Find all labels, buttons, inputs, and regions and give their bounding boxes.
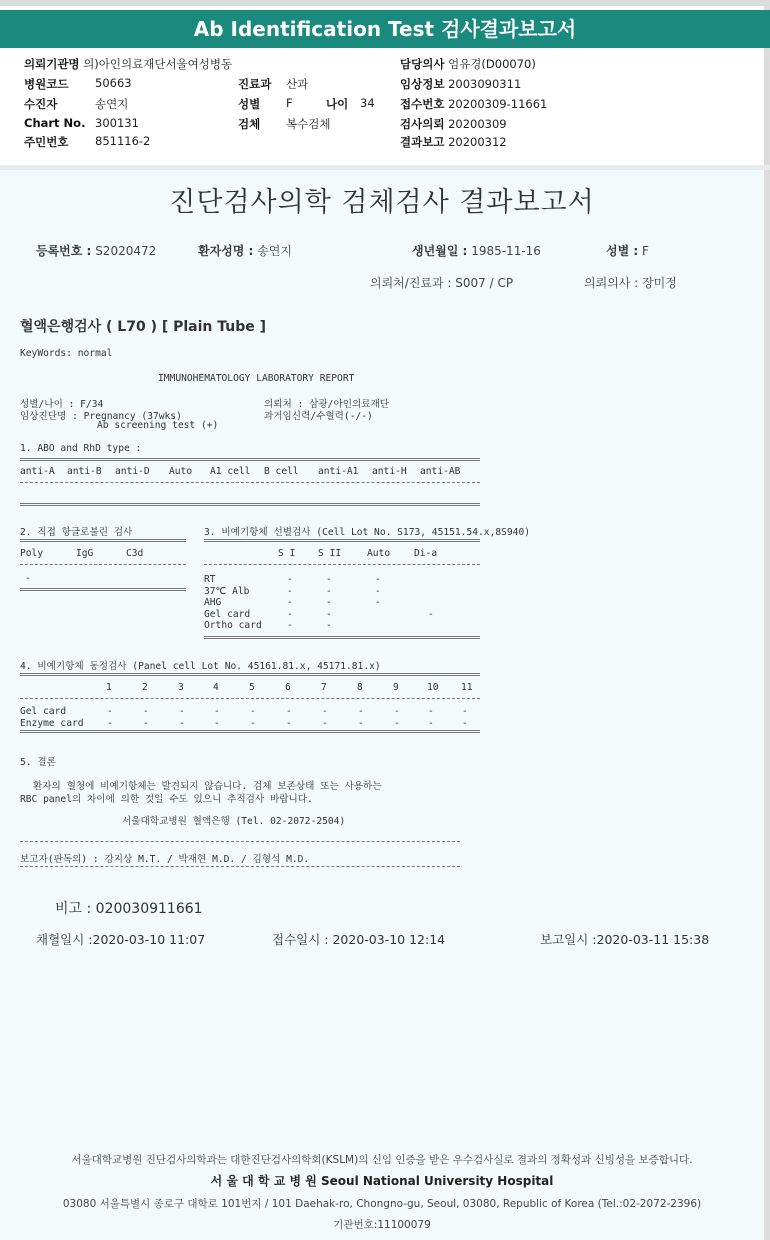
patient-name-value: 송연지 — [257, 244, 292, 258]
remark-label: 비고 : — [55, 901, 92, 917]
sex-label: 성별 — [238, 97, 261, 111]
keywords: KeyWords: normal — [20, 348, 113, 359]
s3-cell: - — [326, 608, 332, 620]
s3-cell: - — [428, 608, 434, 620]
s2-title: 2. 직접 항글로불린 검사 — [20, 527, 133, 538]
refdoc-label: 의뢰의사 : — [584, 276, 639, 290]
s4-cell: - — [143, 706, 149, 717]
dept-label: 진료과 — [238, 77, 272, 91]
s2-value: - — [25, 573, 31, 584]
s3-cell: - — [287, 597, 293, 609]
sheet-title: 진단검사의학 검체검사 결과보고서 — [169, 187, 595, 218]
doctor-label: 담당의사 — [400, 57, 445, 71]
collect-value: 2020-03-10 11:07 — [92, 932, 206, 947]
s4-cell: - — [462, 717, 468, 729]
s3-title: 3. 비예기항체 선별검사 (Cell Lot No. S173, 45151.54.x,8S940) — [204, 527, 530, 538]
s3-col-header: S I — [278, 548, 296, 559]
request-label: 검사의뢰 — [400, 117, 445, 131]
s3-cell: - — [287, 585, 293, 597]
history-line: 과거임신력/수혈력(-/-) — [264, 411, 373, 422]
diagnosis-line: 임상진단명 : Pregnancy (37wks) — [20, 411, 182, 422]
s4-col-header: 6 — [285, 682, 291, 693]
s4-cell: - — [286, 706, 292, 717]
request-value: 20200309 — [448, 117, 507, 131]
s3-cell: - — [326, 597, 332, 609]
s1-col-header: anti-A1 — [318, 466, 359, 477]
s1-col-header: anti-D — [115, 466, 150, 477]
s4-cell: - — [394, 706, 400, 717]
s4-cell: - — [214, 706, 220, 717]
s4-col-header: 8 — [357, 682, 363, 693]
s3-row-label: RT — [204, 574, 216, 585]
s3-row-label: Ortho card — [204, 620, 262, 632]
s4-col-header: 4 — [213, 682, 219, 693]
s4-col-header: 9 — [393, 682, 399, 693]
s3-col-header: S II — [318, 548, 342, 559]
reportdate-value: 2020-03-11 15:38 — [596, 932, 710, 947]
hosp-code-value: 50663 — [95, 76, 132, 90]
s4-col-header: 11 — [461, 682, 473, 693]
report-title: Ab Identification Test 검사결과보고서 — [193, 17, 577, 41]
s3-row-label: AHG — [204, 597, 222, 609]
recipient-label: 수진자 — [24, 97, 58, 111]
s1-col-header: Auto — [169, 466, 193, 477]
s4-cell: - — [462, 706, 468, 717]
recipient-value: 송연지 — [95, 97, 129, 111]
remark-value: 020030911661 — [95, 901, 203, 917]
cert-text: 서울대학교병원 진단검사의학과는 대한진단검사의학회(KSLM)의 신임 인증을 받은 우수검사실로 결과의 정확성과 신빙성을 보증합니다. — [71, 1154, 693, 1166]
s3-cell: - — [326, 620, 332, 632]
doctor-value: 엄유경(D00070) — [448, 57, 536, 71]
dob-value: 1985-11-16 — [471, 244, 541, 258]
s3-row-label: 37℃ Alb — [204, 585, 250, 597]
refdoc-value: 장미정 — [642, 276, 677, 290]
s1-col-header: anti-B — [67, 466, 102, 477]
s1-title: 1. ABO and RhD type : — [20, 443, 142, 454]
lab-report-title: IMMUNOHEMATOLOGY LABORATORY REPORT — [158, 373, 355, 384]
s4-cell: - — [107, 717, 113, 729]
diagnosis-line-2: Ab screening test (+) — [97, 420, 219, 431]
id-label: 주민번호 — [24, 135, 69, 149]
s4-cell: - — [107, 706, 113, 717]
s4-cell: - — [322, 717, 328, 729]
org-label: 의뢰기관명 — [24, 57, 80, 71]
s4-cell: - — [179, 717, 185, 729]
reg-value: S2020472 — [95, 244, 157, 258]
s3-col-header: Auto — [367, 548, 391, 559]
chart-value: 300131 — [95, 116, 139, 130]
s3-cell: - — [287, 574, 293, 585]
sheet-sex-value: F — [642, 244, 649, 258]
reg-label: 등록번호 : — [36, 244, 92, 258]
s4-cell: - — [428, 706, 434, 717]
specimen-label: 검체 — [238, 117, 261, 131]
reportdate-label: 보고일시 : — [540, 932, 597, 947]
s1-col-header: B cell — [264, 466, 299, 477]
s4-cell: - — [394, 717, 400, 729]
s2-col-header: C3d — [126, 548, 144, 559]
age-value: 34 — [360, 96, 375, 110]
s3-col-header: Di-a — [414, 548, 438, 559]
report-date-label: 결과보고 — [400, 135, 445, 149]
s4-row-label: Gel card — [20, 706, 67, 717]
id-value: 851116-2 — [95, 134, 151, 148]
s1-col-header: anti-H — [372, 466, 407, 477]
age-label: 나이 — [326, 97, 349, 111]
s3-cell: - — [375, 574, 381, 585]
report-date-value: 20200312 — [448, 135, 507, 149]
sex-value: F — [286, 96, 293, 110]
s2-col-header: Poly — [20, 548, 44, 559]
blood-bank-line: 서울대학교병원 혈액은행 (Tel. 02-2072-2504) — [122, 816, 346, 827]
refer-line: 의뢰처 : 삼광/아인의료재단 — [264, 399, 390, 410]
s3-cell: - — [287, 620, 293, 632]
s4-cell: - — [143, 717, 149, 729]
hosp-code-label: 병원코드 — [24, 77, 69, 91]
s1-col-header: A1 cell — [210, 466, 251, 477]
right-border — [764, 0, 770, 1240]
clinical-label: 임상정보 — [400, 77, 445, 91]
s4-cell: - — [358, 706, 364, 717]
reporter-line: 보고자(판독의) : 강지상 M.T. / 박재현 M.D. / 김형석 M.D. — [20, 854, 310, 865]
patient-name-label: 환자성명 : — [198, 244, 254, 258]
specimen-value: 복수검체 — [286, 117, 331, 131]
s3-cell: - — [375, 597, 381, 609]
chart-label: Chart No. — [24, 116, 86, 130]
sexage-line: 성별/나이 : F/34 — [20, 399, 104, 410]
s4-cell: - — [428, 717, 434, 729]
hospital-name: 서 울 대 학 교 병 원 Seoul National University Hospital — [210, 1174, 554, 1188]
s3-cell: - — [326, 574, 332, 585]
conclusion-line-2: RBC panel의 차이에 의한 것일 수도 있으니 추적검사 바랍니다. — [20, 794, 313, 805]
s3-cell: - — [287, 608, 293, 620]
receipt-value: 20200309-11661 — [448, 97, 548, 111]
s4-cell: - — [214, 717, 220, 729]
receipt-label: 접수번호 — [400, 97, 445, 111]
s4-col-header: 7 — [321, 682, 327, 693]
top-border — [0, 0, 770, 6]
report-sheet — [0, 170, 764, 1240]
s4-cell: - — [250, 717, 256, 729]
s4-cell: - — [179, 706, 185, 717]
section-title: 혈액은행검사 ( L70 ) [ Plain Tube ] — [20, 319, 267, 335]
s4-cell: - — [322, 706, 328, 717]
s4-cell: - — [358, 717, 364, 729]
hospital-address: 03080 서울특별시 종로구 대학로 101번지 / 101 Daehak-ro, Chongno-gu, Seoul, 03080, Republic of Korea (Tel.:02-2072-2396) — [62, 1198, 702, 1210]
s2-col-header: IgG — [76, 548, 94, 559]
s4-title: 4. 비예기항체 동정검사 (Panel cell Lot No. 45161.81.x, 45171.81.x) — [20, 661, 381, 672]
org-value: 의)아인의료재단서울여성병동 — [83, 57, 233, 71]
s4-col-header: 5 — [249, 682, 255, 693]
s4-col-header: 10 — [427, 682, 439, 693]
dob-label: 생년월일 : — [412, 244, 468, 258]
s3-row-label: Gel card — [204, 608, 251, 620]
sheet-sex-label: 성별 : — [606, 244, 639, 258]
s4-col-header: 1 — [106, 682, 112, 693]
s4-row-label: Enzyme card — [20, 717, 84, 729]
s3-cell: - — [375, 585, 381, 597]
s3-cell: - — [326, 585, 332, 597]
s4-cell: - — [250, 706, 256, 717]
s4-cell: - — [286, 717, 292, 729]
dept-value: 산과 — [286, 77, 309, 91]
s1-col-header: anti-A — [20, 466, 55, 477]
s1-col-header: anti-AB — [420, 466, 461, 477]
receive-value: 2020-03-10 12:14 — [332, 932, 446, 947]
s4-col-header: 3 — [178, 682, 184, 693]
ref-value: S007 / CP — [455, 276, 514, 290]
s5-title: 5. 결론 — [20, 757, 56, 768]
report-title-bar — [0, 10, 770, 48]
s4-col-header: 2 — [142, 682, 148, 693]
receive-label: 접수일시 : — [272, 932, 329, 947]
institution-number: 기관번호:11100079 — [333, 1219, 431, 1231]
clinical-value: 2003090311 — [448, 77, 522, 91]
ref-label: 의뢰처/진료과 : — [370, 276, 452, 290]
collect-label: 채혈일시 : — [36, 932, 93, 947]
conclusion-line-1: 환자의 혈청에 비예기항체는 발견되지 않습니다. 검체 보존상태 또는 사용하는 — [33, 781, 382, 792]
